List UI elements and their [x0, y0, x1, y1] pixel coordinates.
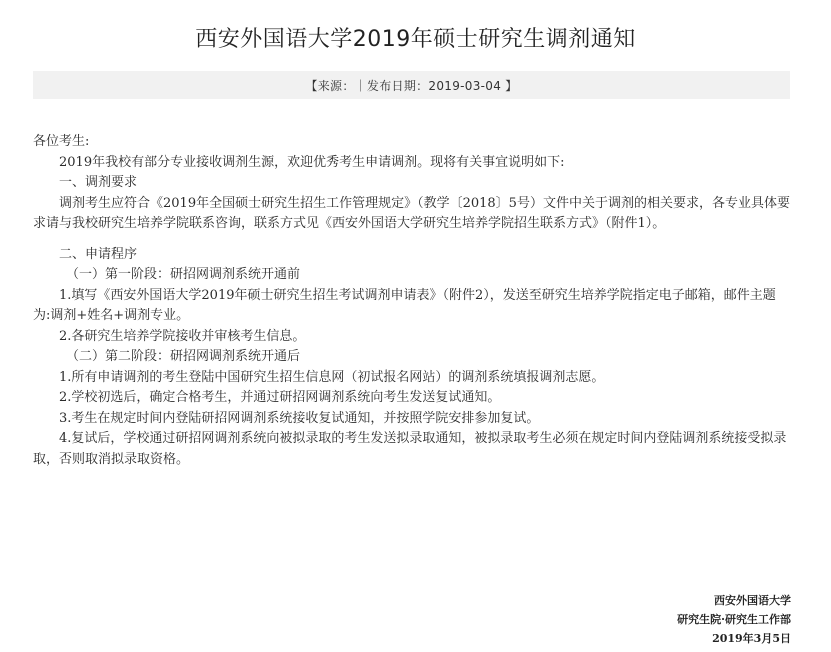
stage1-item-1: 1.填写《西安外国语大学2019年硕士研究生招生考试调剂申请表》（附件2），发送至研究生培养学院指定电子邮箱，邮件主题为:调剂+姓名+调剂专业。: [33, 287, 776, 323]
page-title: 西安外国语大学2019年硕士研究生调剂通知: [195, 27, 636, 52]
stage2-item-1: 1.所有申请调剂的考生登陆中国研究生招生信息网（初试报名网站）的调剂系统填报调剂志愿。: [59, 369, 605, 385]
stage1-item-2: 2.各研究生培养学院接收并审核考生信息。: [59, 328, 306, 344]
paragraph-gap: [33, 235, 793, 245]
signature-block: [677, 591, 791, 648]
intro-paragraph: 2019年我校有部分专业接收调剂生源，欢迎优秀考生申请调剂。现将有关事宜说明如下:: [59, 154, 565, 170]
section-heading-requirements: 一、调剂要求: [59, 175, 138, 190]
signature-date: 2019年3月5日: [712, 632, 791, 645]
section-heading-procedure: 二、申请程序: [59, 246, 138, 262]
meta-source-date: 【来源：｜发布日期：2019-03-04 】: [305, 78, 518, 93]
meta-bar: [33, 71, 790, 99]
signature-university: 西安外国语大学: [714, 594, 791, 607]
signature-department: 研究生院·研究生工作部: [677, 613, 791, 626]
stage1-heading: （一）第一阶段：研招网调剂系统开通前: [66, 267, 301, 282]
stage2-item-4: 4.复试后，学校通过研招网调剂系统向被拟录取的考生发送拟录取通知，被拟录取考生必须在规定时间内登陆调剂系统接受拟录取，否则取消拟录取资格。: [33, 431, 787, 467]
stage2-heading: （二）第二阶段：研招网调剂系统开通后: [66, 349, 301, 364]
requirements-paragraph: 调剂考生应符合《2019年全国硕士研究生招生工作管理规定》（教学〔2018〕5号）文件中关于调剂的相关要求，各专业具体要求请与我校研究生培养学院联系咨询，联系方式见《西安外国语大学研究生培养学院招生联系方式》（附件1）。: [33, 195, 790, 231]
stage2-item-3: 3.考生在规定时间内登陆研招网调剂系统接收复试通知，并按照学院安排参加复试。: [59, 410, 540, 426]
stage2-item-2: 2.学校初选后，确定合格考生，并通过研招网调剂系统向考生发送复试通知。: [59, 390, 501, 405]
salutation: 各位考生:: [33, 134, 90, 149]
notice-body: [33, 132, 793, 470]
